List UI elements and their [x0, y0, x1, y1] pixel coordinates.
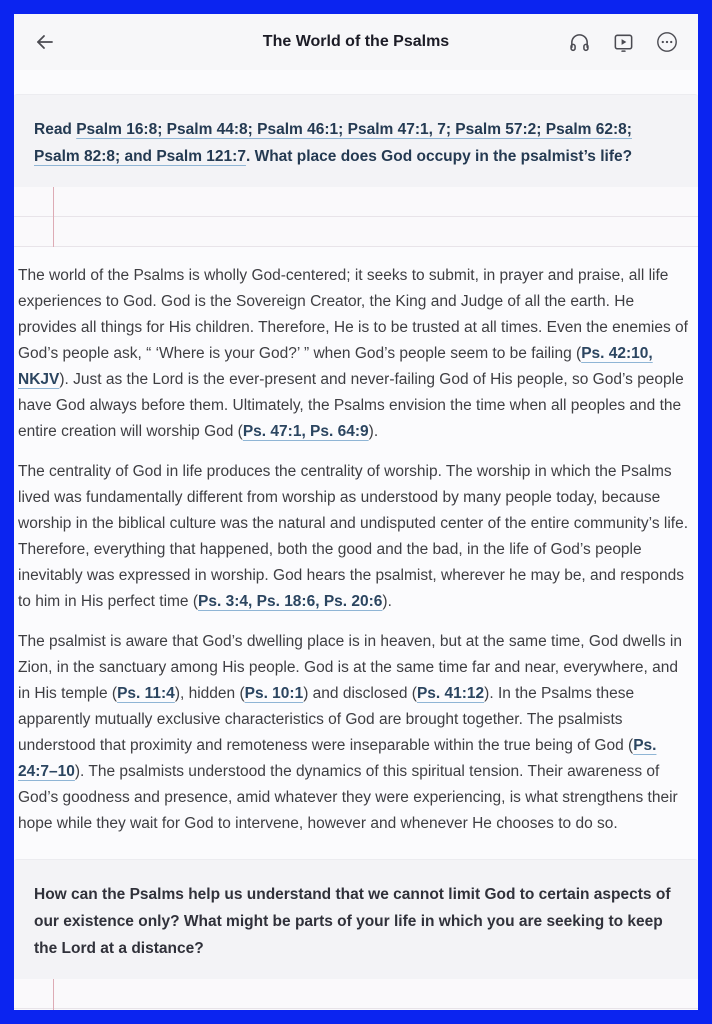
paragraph-3	[18, 629, 692, 837]
text-segment: ). The psalmists understood the dynamics of this spiritual tension. Their awareness of God’s goodness and presence, amid whatever they were experiencing, is what strengthens their hope while they wait for God to intervene, however and whenever He chooses to do so.	[18, 763, 678, 832]
notebook-margin-line	[53, 187, 54, 247]
video-player-icon	[612, 31, 635, 54]
left-arrow-icon	[33, 30, 57, 54]
question-block-2	[14, 859, 698, 979]
paragraph-2	[18, 459, 692, 615]
page-title: The World of the Psalms	[262, 33, 450, 50]
text-segment: ). Just as the Lord is the ever-present and never-failing God of His people, so God’s people have God always before them. Ultimately, the Psalms envision the time when all peoples and the entire creation will worship God (	[18, 371, 684, 440]
bible-reference-link[interactable]: Ps. 47:1, Ps. 64:9	[242, 423, 369, 440]
paragraph-1	[18, 263, 692, 445]
bible-reference-link[interactable]: Ps. 11:4	[117, 685, 175, 702]
text-segment: The psalmist is aware that God’s dwelling place is in heaven, but at the same time, God dwells in Zion, in the sanctuary among His people. God is at the same time far and near, everywhere, and in His temple (	[18, 633, 682, 702]
lesson-body	[14, 247, 698, 841]
text-segment: ).	[368, 423, 379, 440]
answer-line-row[interactable]	[14, 187, 698, 217]
text-segment: Read	[34, 121, 77, 138]
answer-line-row[interactable]	[14, 1009, 698, 1010]
bible-reference-link[interactable]: Ps. 10:1	[244, 685, 304, 702]
text-segment: The world of the Psalms is wholly God-centered; it seeks to submit, in prayer and praise, all life experiences to God. God is the Sovereign Creator, the King and Judge of all the earth. He provides all things for His children. Therefore, He is to be trusted at all times. Even the enemies of God’s people ask, “ ‘Where is your God?’ ” when God’s people seem to be failing (	[18, 267, 688, 362]
answer-line-row[interactable]	[14, 979, 698, 1009]
question-text-2	[34, 881, 678, 962]
back-button[interactable]	[30, 27, 60, 57]
lesson-content	[14, 70, 698, 1010]
question-text-1	[34, 116, 678, 170]
bible-reference-link[interactable]: Ps. 24:7–10	[18, 737, 657, 780]
answer-area-1[interactable]	[14, 187, 698, 247]
text-segment: . What place does God occupy in the psalmist’s life?	[245, 148, 633, 165]
video-button[interactable]	[608, 27, 638, 57]
bible-reference-link[interactable]: Ps. 42:10, NKJV	[18, 345, 653, 388]
notebook-margin-line	[53, 979, 54, 1010]
headphones-icon	[568, 31, 591, 54]
more-options-button[interactable]	[652, 27, 682, 57]
text-segment: ).	[382, 593, 392, 610]
ellipsis-circle-icon	[655, 30, 679, 54]
bible-reference-link[interactable]: Ps. 41:12	[416, 685, 485, 702]
question-block-1	[14, 94, 698, 187]
bible-reference-link[interactable]: Ps. 3:4, Ps. 18:6, Ps. 20:6	[198, 593, 383, 610]
text-segment: The centrality of God in life produces the centrality of worship. The worship in which the Psalms lived was fundamentally different from worship as understood by many people today, because worship in the biblical culture was the natural and undisputed center of the entire community’s life. Therefore, everything that happened, both the good and the bad, in the life of God’s people inevitably was expressed in worship. God hears the psalmist, wherever he may be, and responds to him in His perfect time (	[18, 463, 689, 610]
lesson-page	[14, 14, 698, 1010]
bible-reference-link[interactable]: Psalm 16:8; Psalm 44:8; Psalm 46:1; Psalm 47:1, 7; Psalm 57:2; Psalm 62:8; Psalm 82:8; and Psalm 121:7	[34, 121, 632, 165]
text-segment: ) and disclosed (	[303, 685, 417, 702]
text-segment: How can the Psalms help us understand that we cannot limit God to certain aspects of our existence only? What might be parts of your life in which you are seeking to keep the Lord at a distance?	[34, 886, 671, 957]
audio-button[interactable]	[564, 27, 594, 57]
answer-line-row[interactable]	[14, 217, 698, 247]
text-segment: ), hidden (	[174, 685, 245, 702]
top-bar	[14, 14, 698, 70]
text-segment: ). In the Psalms these apparently mutually exclusive characteristics of God are brought together. The psalmists understood that proximity and remoteness were inseparable within the true being of God (	[18, 685, 635, 754]
header-actions	[564, 27, 682, 57]
answer-area-2[interactable]	[14, 979, 698, 1010]
